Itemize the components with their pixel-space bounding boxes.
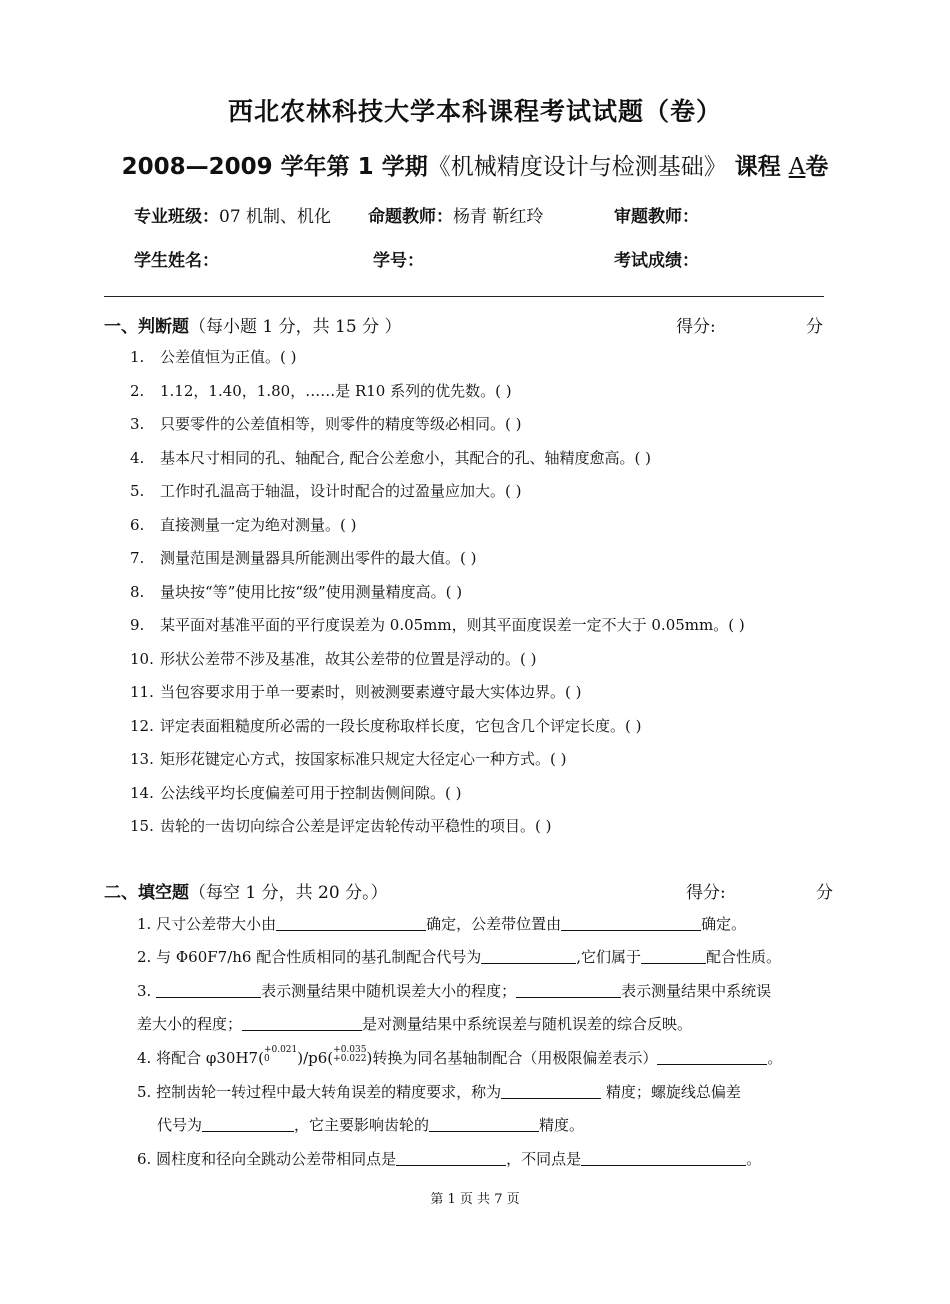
header-divider [104,296,824,297]
question-number: 7. [130,549,145,567]
question-text: 代号为 [157,1116,203,1134]
question-text: 测量范围是测量器具所能测出零件的最大值。( ) [160,549,477,567]
lower-deviation: 0 [263,1054,270,1064]
question-number: 9. [130,616,145,634]
question-text: 公差值恒为正值。( ) [160,348,297,366]
page-footer: 第 1 页 共 7 页 [430,1192,520,1207]
answer-blank[interactable] [276,914,426,931]
answer-blank[interactable] [501,1082,601,1099]
section2-title: 二、填空题 [104,883,189,903]
section1-score-unit: 分 [806,317,823,337]
judgment-question [130,748,566,769]
judgment-question [130,614,745,635]
answer-blank[interactable] [516,981,621,998]
exam-subtitle [0,148,950,181]
question-text: 矩形花键定心方式，按国家标准只规定大径定心一种方式。( ) [160,750,567,768]
question-text: 是对测量结果中系统误差与随机误差的综合反映。 [362,1015,693,1033]
question-number: 1. [137,915,152,933]
reviewer-label: 审题教师： [614,207,699,227]
fill-question-6 [137,1148,761,1169]
question-number: 4. [137,1049,152,1067]
question-text: 只要零件的公差值相等，则零件的精度等级必相同。( ) [160,415,522,433]
upper-deviation: +0.021 [263,1045,298,1055]
class-label: 专业班级： [134,207,219,227]
section1-score-label: 得分: [676,317,716,337]
setter-value: 杨青 靳红玲 [453,207,544,227]
fill-question-2 [137,946,781,967]
section1-note: （每小题 1 分，共 15 分 ） [189,317,402,337]
answer-blank[interactable] [242,1014,362,1031]
course-name: 《机械精度设计与检测基础》 [427,154,727,180]
fill-question-5-cont [157,1114,584,1135]
section2-note: （每空 1 分，共 20 分。） [189,883,388,903]
tolerance-p6 [333,1046,366,1064]
question-number: 3. [130,415,145,433]
judgment-question [130,581,462,602]
question-text: )转换为同名基轴制配合（用极限偏差表示） [366,1049,658,1067]
answer-blank[interactable] [657,1048,767,1065]
answer-blank[interactable] [396,1149,506,1166]
question-number: 6. [130,515,145,534]
setter-info [368,202,543,227]
upper-deviation: +0.035 [333,1045,367,1055]
fill-question-1 [137,913,746,934]
judgment-question [130,815,551,836]
judgment-question [130,480,521,501]
question-text: 当包容要求用于单一要素时，则被测要素遵守最大实体边界。( ) [160,683,582,701]
grade-field [614,246,699,271]
question-text: 形状公差带不涉及基准，故其公差带的位置是浮动的。( ) [160,649,537,668]
judgment-question [130,681,581,702]
question-text: 差大小的程度； [137,1015,243,1033]
judgment-question [130,413,521,434]
question-text: 精度。 [539,1116,585,1134]
judgment-question [130,514,356,535]
exam-title: 西北农林科技大学本科课程考试试题（卷） [227,97,722,126]
judgment-question [130,715,641,736]
question-number: 4. [130,448,145,467]
class-value: 07 机制、机化 [219,207,332,227]
student-id-label: 学号： [373,251,424,271]
judgment-question [130,346,296,367]
question-number: 10. [130,649,154,668]
question-number: 6. [137,1150,152,1168]
answer-blank[interactable] [581,1149,746,1166]
question-text: 控制齿轮一转过程中最大转角误差的精度要求，称为 [156,1083,502,1101]
section1-heading [104,312,401,337]
answer-blank[interactable] [481,947,576,964]
question-text: 某平面对基准平面的平行度误差为 0.05mm，则其平面度误差一定不大于 0.05mm。( ) [160,616,745,634]
fill-question-3-cont [137,1013,692,1034]
section2-score-label: 得分: [686,883,726,903]
question-text: 尺寸公差带大小由 [156,915,277,933]
fill-question-5 [137,1081,741,1102]
question-text: 配合性质。 [706,948,782,966]
question-text: 表示测量结果中随机误差大小的程度； [261,982,517,1000]
question-text: )/p6( [297,1049,334,1067]
question-number: 2. [137,948,152,966]
lower-deviation: +0.022 [333,1054,367,1064]
question-text: 将配合 φ30H7( [156,1049,264,1067]
question-number: 11. [130,683,154,701]
reviewer-info [614,202,699,227]
question-text: 精度；螺旋线总偏差 [605,1083,741,1101]
question-text: ，不同点是 [506,1150,582,1168]
question-text: ,它们属于 [576,948,642,966]
course-word: 课程 [734,154,781,180]
judgment-question [130,782,461,803]
question-number: 2. [130,381,145,400]
judgment-question [130,380,512,401]
tolerance-h7 [264,1046,297,1064]
academic-year: 2008—2009 学年第 1 学期 [121,154,428,180]
question-text: 量块按“等”使用比按“级”使用测量精度高。( ) [160,582,463,601]
question-number: 12. [130,716,154,735]
question-number: 14. [130,783,154,802]
answer-blank[interactable] [429,1115,539,1132]
question-number: 3. [137,982,152,1000]
paper-label: A [788,154,806,180]
question-number: 1. [130,348,145,366]
question-text: 。 [767,1049,783,1067]
section2-heading [104,878,388,903]
answer-blank[interactable] [156,981,261,998]
setter-label: 命题教师： [368,207,453,227]
fill-question-3 [137,980,771,1001]
question-text: 与 Φ60F7/h6 配合性质相同的基孔制配合代号为 [156,948,482,966]
question-text: ，它主要影响齿轮的 [294,1116,430,1134]
question-text: 确定。 [701,915,747,933]
question-number: 15. [130,817,154,835]
question-text: 公法线平均长度偏差可用于控制齿侧间隙。( ) [160,783,462,802]
question-text: 直接测量一定为绝对测量。( ) [160,515,357,534]
section1-title: 一、判断题 [104,317,189,337]
question-text: 确定，公差带位置由 [426,915,562,933]
question-number: 13. [130,750,154,768]
grade-label: 考试成绩： [614,251,699,271]
question-text: 圆柱度和径向全跳动公差带相同点是 [156,1150,397,1168]
answer-blank[interactable] [641,947,706,964]
fill-question-4 [137,1046,782,1068]
student-name-field [134,246,219,271]
question-number: 5. [130,482,145,500]
question-text: 齿轮的一齿切向综合公差是评定齿轮传动平稳性的项目。( ) [160,817,552,835]
question-text: 表示测量结果中系统误 [621,982,772,1000]
judgment-question [130,447,651,468]
answer-blank[interactable] [561,914,701,931]
question-number: 5. [137,1083,152,1101]
judgment-question [130,547,476,568]
paper-suffix: 卷 [805,154,829,180]
question-text: 评定表面粗糙度所必需的一段长度称取样长度，它包含几个评定长度。( ) [160,716,642,735]
question-number: 8. [130,582,145,601]
question-text: 。 [746,1150,762,1168]
question-text: 工作时孔温高于轴温，设计时配合的过盈量应加大。( ) [160,482,522,500]
question-text: 1.12，1.40，1.80，……是 R10 系列的优先数。( ) [160,381,512,400]
section2-score-unit: 分 [816,883,833,903]
student-id-field [373,246,424,271]
class-info [134,202,331,227]
answer-blank[interactable] [202,1115,294,1132]
question-text: 基本尺寸相同的孔、轴配合, 配合公差愈小，其配合的孔、轴精度愈高。( ) [160,448,652,467]
student-name-label: 学生姓名： [134,251,219,271]
judgment-question [130,648,536,669]
